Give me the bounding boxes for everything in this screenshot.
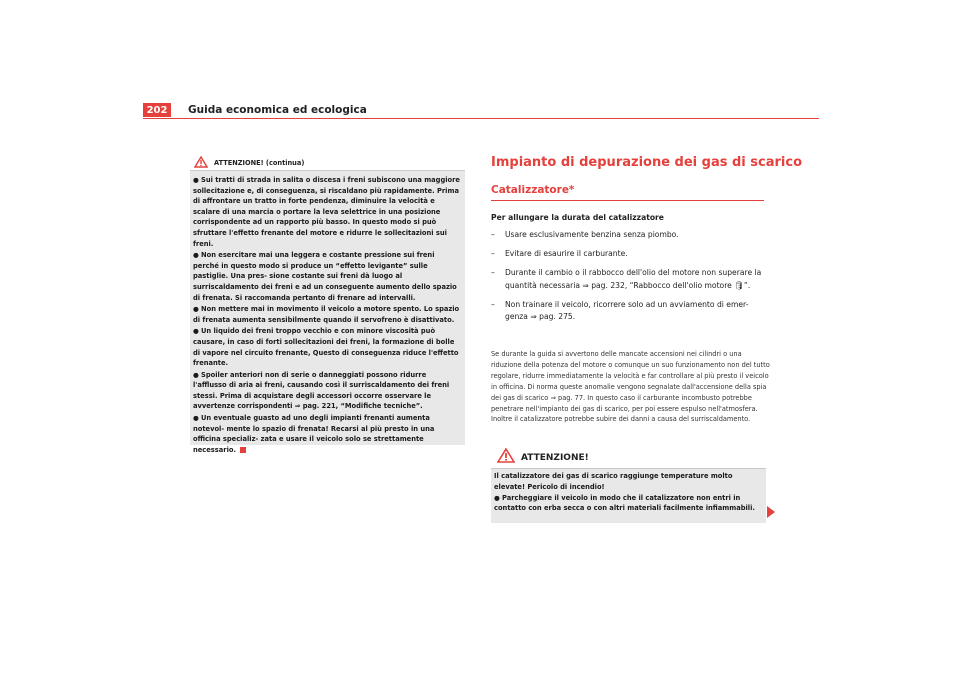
instruction-list [491, 229, 769, 330]
subsection-heading: Per allungare la durata del catalizzatore [491, 213, 664, 222]
list-item: – Evitare di esaurire il carburante. [491, 249, 628, 259]
warning-item: ● Sui tratti di strada in salita o discesa i freni subiscono una maggiore sollecitazione e, di conseguenza, si riscaldano più rapidamente. Prima di affrontare un tratto in forte pendenza, diminuire la velocità e scalare di una marcia o portare la leva selettrice in una posizione corrispondente ad un rapporto più basso. In questo modo si può sfruttare l'effetto frenante del motore e ridurre le sollecitazioni sui freni. [193, 176, 460, 248]
continue-arrow-icon [767, 506, 775, 518]
warning-box [491, 447, 766, 523]
warning-item: ● Non esercitare mai una leggera e costante pressione sui freni perché in questo modo si produce un “effetto levigante” sulle pastiglie. Una pres- sione costante sui freni dà luogo al surriscaldamento dei freni e ad un conseguente aumento dello spazio di frenata. Si raccomanda pertanto di frenare ad intervalli. [193, 251, 457, 302]
warning-item: ● Parcheggiare il veicolo in modo che il catalizzatore non entri in contatto con erba secca o con altri materiali facilmente infiammabili. [494, 493, 755, 513]
header-rule [143, 118, 819, 119]
warning-box-continued [190, 155, 465, 454]
warning-box-header [190, 155, 465, 171]
warning-label: ATTENZIONE! [521, 452, 589, 463]
chapter-heading: Impianto di depurazione dei gas di scarico [491, 155, 803, 170]
warning-statement: Il catalizzatore dei gas di scarico raggiunge temperature molto elevate! Pericolo di incendio! [494, 472, 733, 491]
end-of-section-marker [240, 447, 246, 453]
warning-item: ● Un eventuale guasto ad uno degli impianti frenanti aumenta notevol- mente lo spazio di frenata! Recarsi al più presto in una officina specializ- zata e usare il veicolo solo se strettamente necessario. [193, 414, 435, 454]
warning-box-header [491, 447, 766, 469]
note-paragraph: Se durante la guida si avvertono delle mancate accensioni nei cilindri o una riduzione della potenza del motore o comunque un suo funzionamento non del tutto regolare, ridurre immediatamente la velocità e far controllare al più presto il veicolo in officina. Di norma queste anomalie vengono segnalate dall'accensione della spia dei gas di scarico ⇒ pag. 77. In questo caso il carburante incombusto potrebbe penetrare nell'impianto dei gas di scarico, per poi essere espulso nell'atmosfera. Inoltre il catalizzatore potrebbe subire dei danni a causa del surriscaldamento. [491, 350, 770, 424]
warning-triangle-icon [497, 448, 515, 467]
list-item: – Non trainare il veicolo, ricorrere solo ad un avviamento di emer- genza ⇒ pag. 275. [491, 299, 749, 322]
warning-text [491, 469, 766, 517]
page-number: 202 [143, 103, 171, 117]
warning-items [190, 171, 465, 455]
warning-item: ● Un liquido dei freni troppo vecchio e con minore viscosità può causare, in caso di forti sollecitazioni dei freni, la formazione di bolle di vapore nel circuito frenante, Questo di conseguenza riduce l'effetto frenante. [193, 327, 459, 368]
section-rule [491, 200, 764, 201]
list-item: – Usare esclusivamente benzina senza piombo. [491, 230, 679, 239]
section-heading: Catalizzatore* [491, 184, 575, 196]
warning-item: ● Spoiler anteriori non di serie o danneggiati possono ridurre l'afflusso di aria ai freni, causando così il surriscaldamento dei freni stessi. Prima di acquistare degli accessori occorre osservare le avvertenze corrispondenti ⇒ pag. 221, “Modifiche tecniche”. [193, 370, 450, 411]
list-item: – Durante il cambio o il rabbocco dell'olio del motore non superare la quantità necessaria ⇒ pag. 232, “Rabbocco dell'olio motore 🛢”. [491, 268, 762, 290]
warning-triangle-icon [194, 153, 208, 172]
section-title: Guida economica ed ecologica [188, 104, 367, 116]
warning-item: ● Non mettere mai in movimento il veicolo a motore spento. Lo spazio di frenata aumenta sensibilmente quando il servofreno è disattivato. [193, 305, 460, 324]
warning-label: ATTENZIONE! (continua) [214, 158, 305, 167]
